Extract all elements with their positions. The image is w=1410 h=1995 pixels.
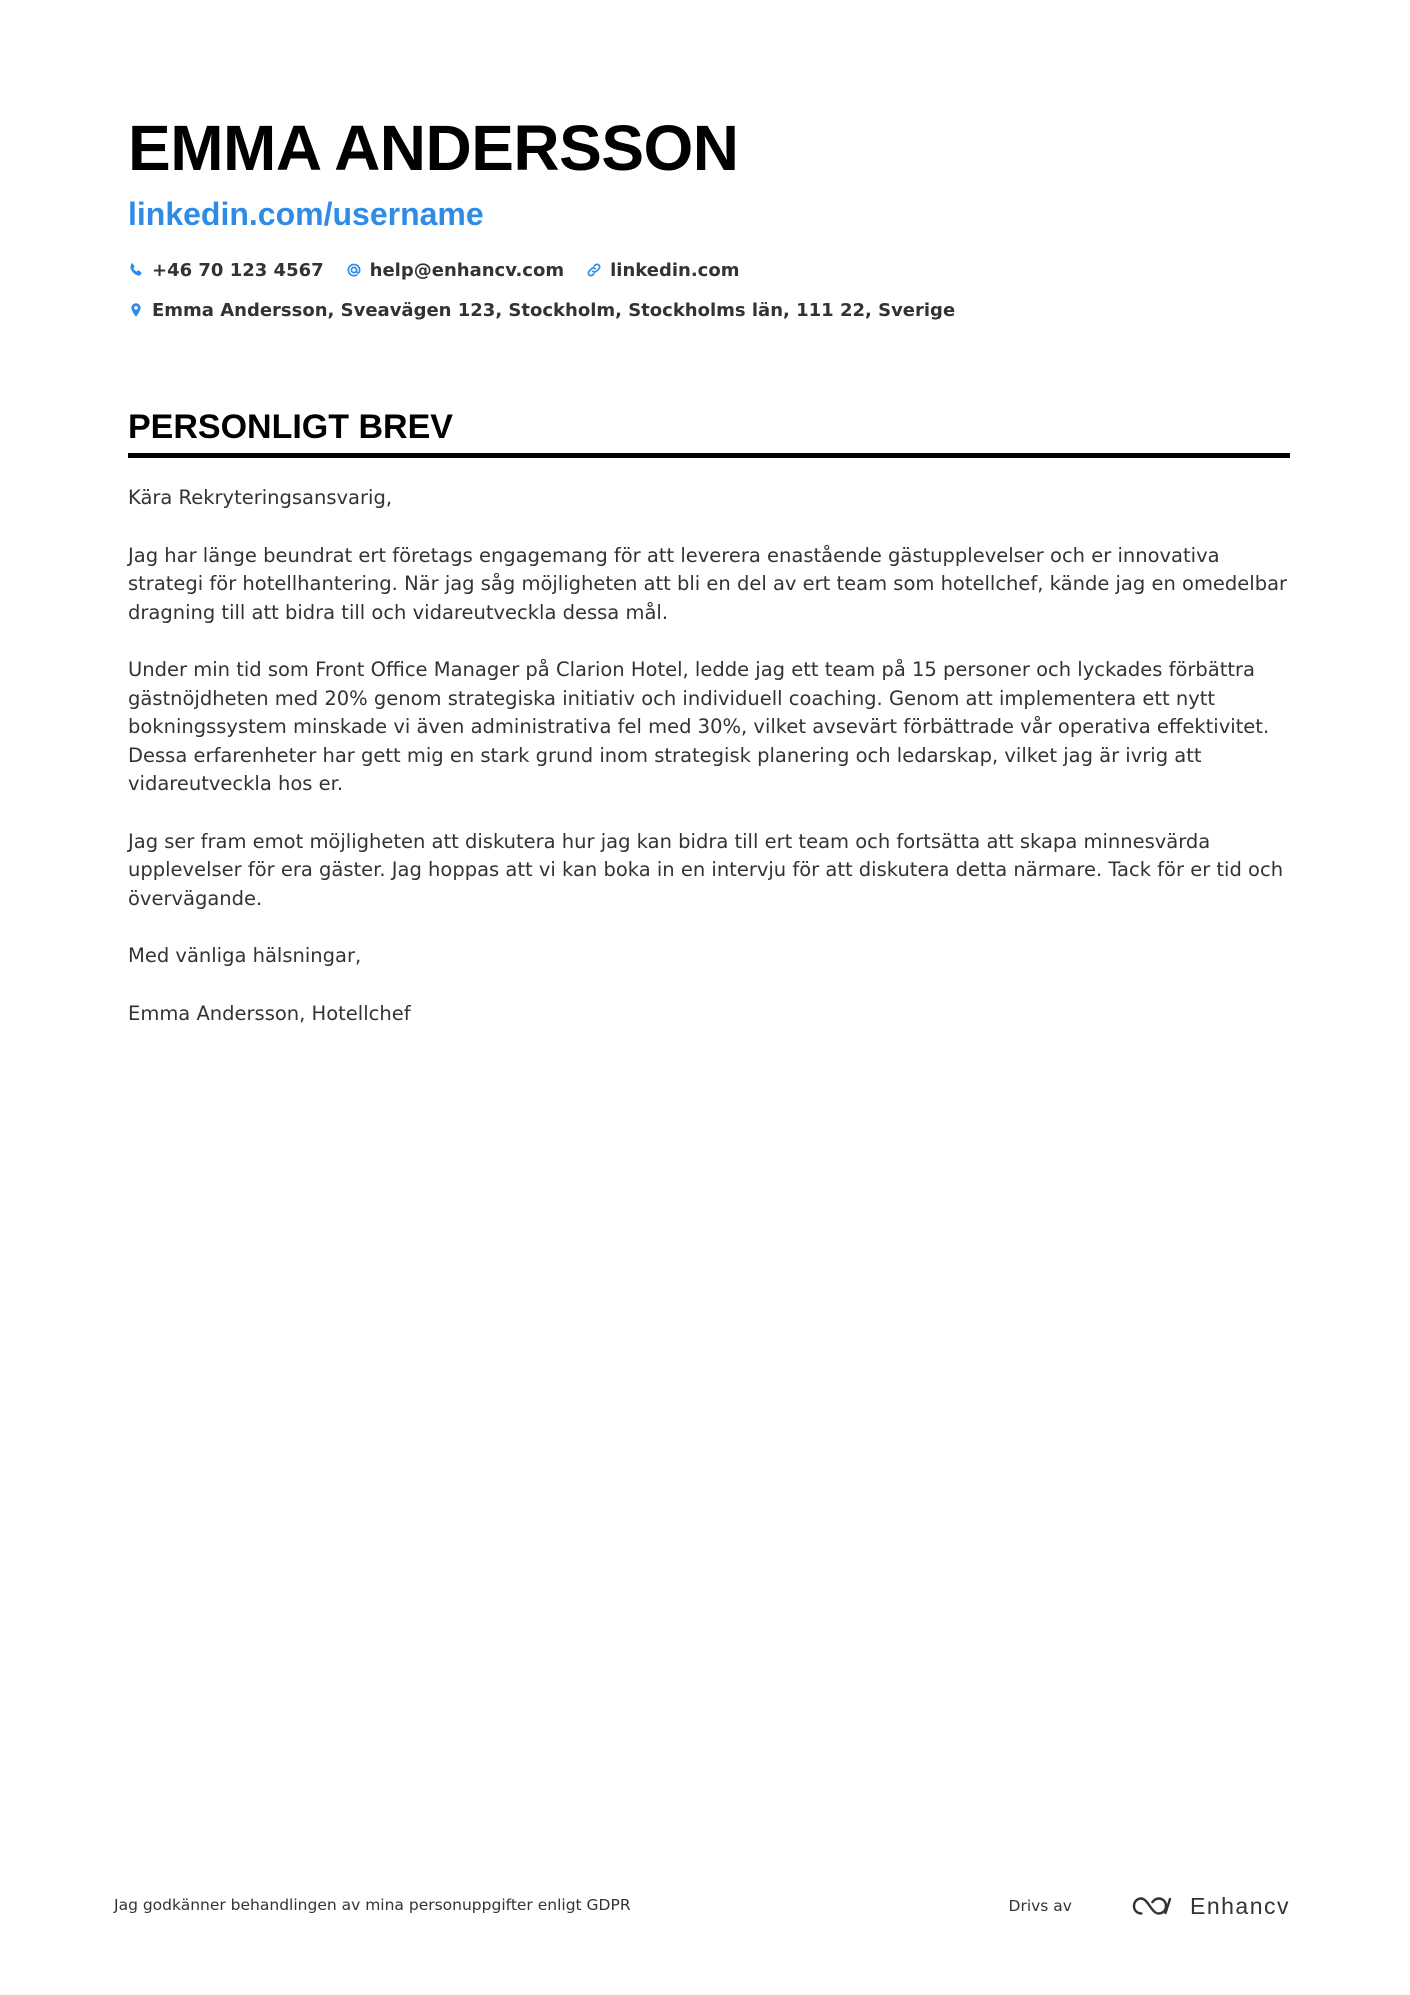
contact-email[interactable] xyxy=(346,260,564,281)
enhancv-logo-icon xyxy=(1130,1893,1176,1919)
location-pin-icon xyxy=(128,302,144,318)
cover-letter-section xyxy=(128,405,1290,1057)
email-link[interactable]: help@enhancv.com xyxy=(369,259,565,281)
letter-paragraph-3: Jag ser fram emot möjligheten att diskutera hur jag kan bidra till ert team och fortsätta att skapa minnesvärda upplevelser för era gäster. Jag hoppas att vi kan boka in en intervju för att diskutera detta närmare. Tack för er tid och övervägande. xyxy=(128,829,1284,910)
footer xyxy=(114,1888,1290,1928)
website-link[interactable]: linkedin.com xyxy=(610,259,740,281)
letter-signature: Emma Andersson, Hotellchef xyxy=(128,1001,411,1025)
brand-logo[interactable] xyxy=(1130,1893,1290,1920)
header xyxy=(128,108,1288,324)
section-title: PERSONLIGT BREV xyxy=(128,405,1290,458)
letter-paragraph-1: Jag har länge beundrat ert företags engagemang för att leverera enastående gästupplevelser och er innovativa strategi för hotellhantering. När jag såg möjligheten att bli en del av ert team som hotellchef, kände jag en omedelbar dragning till att bidra till och vidareutveckla dessa mål. xyxy=(128,543,1288,624)
contact-address xyxy=(128,300,955,321)
contact-phone xyxy=(128,260,324,281)
gdpr-consent-text: Jag godkänner behandlingen av mina personuppgifter enligt GDPR xyxy=(114,1896,631,1914)
brand-name: Enhancv xyxy=(1189,1892,1290,1919)
powered-by-label: Drivs av xyxy=(1008,1897,1072,1915)
letter-paragraph-2: Under min tid som Front Office Manager på Clarion Hotel, ledde jag ett team på 15 personer och lyckades förbättra gästnöjdheten med 20% genom strategiska initiativ och individuell coaching. Genom att implementera ett nytt bokningssystem minskade vi även administrativa fel med 30%, vilket avsevärt förbättrade vår operativa effektivitet. Dessa erfarenheter har gett mig en stark grund inom strategisk planering och ledarskap, vilket jag är ivrig att vidareutveckla hos er. xyxy=(128,658,1270,795)
letter-closing: Med vänliga hälsningar, xyxy=(128,944,362,967)
link-icon xyxy=(586,262,602,278)
letter-greeting: Kära Rekryteringsansvarig, xyxy=(128,486,393,509)
address-row xyxy=(128,296,1288,324)
powered-by[interactable] xyxy=(1009,1888,1290,1924)
letter-body xyxy=(128,484,1290,1028)
address-text: Emma Andersson, Sveavägen 123, Stockholm, Stockholms län, 111 22, Sverige xyxy=(152,299,956,321)
phone-text: +46 70 123 4567 xyxy=(152,259,324,281)
contact-website[interactable] xyxy=(586,260,739,281)
at-icon xyxy=(346,262,362,278)
candidate-name: EMMA ANDERSSON xyxy=(128,112,739,184)
phone-icon xyxy=(128,262,144,278)
contact-row xyxy=(128,256,1288,284)
candidate-subtitle: linkedin.com/username xyxy=(128,196,484,232)
